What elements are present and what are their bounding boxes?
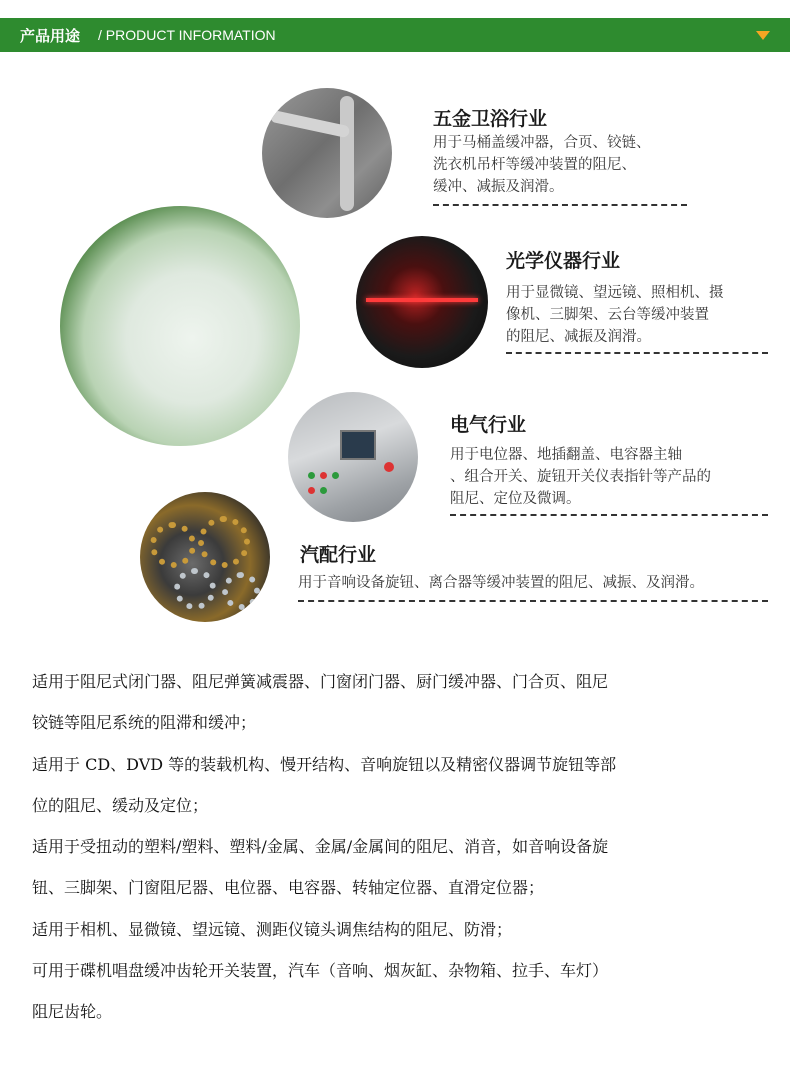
industry-title-auto: 汽配行业 xyxy=(300,544,377,566)
application-line: 可用于碟机唱盘缓冲齿轮开关装置，汽车（音响、烟灰缸、杂物箱、拉手、车灯） xyxy=(32,961,609,981)
desc-line: 阻尼、定位及微调。 xyxy=(450,491,581,507)
desc-line: 用于电位器、地插翻盖、电容器主轴 xyxy=(450,447,682,463)
panel-screen-shape xyxy=(340,430,376,460)
application-line: 铰链等阻尼系统的阻滞和缓冲； xyxy=(32,713,257,733)
panel-button-shape xyxy=(308,472,315,479)
desc-line: 用于马桶盖缓冲器，合页、铰链、 xyxy=(433,135,651,151)
panel-button-shape xyxy=(320,472,327,479)
faucet-photo xyxy=(262,88,392,218)
panel-button-shape xyxy=(384,462,394,472)
gear-shape xyxy=(198,516,250,568)
divider-dashed xyxy=(506,352,768,354)
desc-line: 的阻尼、减振及润滑。 xyxy=(506,329,651,345)
panel-button-shape xyxy=(308,487,315,494)
gear-shape xyxy=(174,568,216,610)
electrical-panel-photo xyxy=(288,392,418,522)
faucet-spout-shape xyxy=(270,110,351,138)
application-line: 适用于阻尼式闭门器、阻尼弹簧减震器、门窗闭门器、厨门缓冲器、门合页、阻尼 xyxy=(32,672,609,691)
silicone-grease-photo xyxy=(60,206,300,446)
industry-title-electrical: 电气行业 xyxy=(450,414,527,436)
section-header xyxy=(0,18,790,52)
application-line: 阻尼齿轮。 xyxy=(32,1002,113,1022)
gear-shape xyxy=(222,572,260,610)
industry-desc-electrical xyxy=(450,444,711,510)
gear-shape xyxy=(150,522,196,568)
industry-title-optics: 光学仪器行业 xyxy=(506,250,621,272)
application-line: 位的阻尼、缓动及定位； xyxy=(32,795,209,815)
panel-button-shape xyxy=(332,472,339,479)
desc-line: 用于显微镜、望远镜、照相机、摄 xyxy=(506,285,724,301)
industry-desc-hardware xyxy=(433,132,651,198)
desc-line: 像机、三脚架、云台等缓冲装置 xyxy=(506,307,709,323)
industry-desc-auto xyxy=(298,572,704,594)
auto-parts-photo xyxy=(140,492,270,622)
desc-line: 、组合开关、旋钮开关仪表指针等产品的 xyxy=(450,469,711,485)
desc-line: 用于音响设备旋钮、离合器等缓冲装置的阻尼、减振、及润滑。 xyxy=(298,575,704,591)
application-list xyxy=(32,668,732,1040)
desc-line: 洗衣机吊杆等缓冲装置的阻尼、 xyxy=(433,157,636,173)
panel-button-shape xyxy=(320,487,327,494)
divider-dashed xyxy=(450,514,768,516)
application-line: 适用于受扭动的塑料/塑料、塑料/金属、金属/金属间的阻尼、消音，如音响设备旋 xyxy=(32,837,609,857)
application-line: 适用于相机、显微镜、望远镜、测距仪镜头调焦结构的阻尼、防滑； xyxy=(32,919,513,939)
desc-line: 缓冲、减振及润滑。 xyxy=(433,179,564,195)
application-line: 钮、三脚架、门窗阻尼器、电位器、电容器、转轴定位器、直滑定位器； xyxy=(32,878,545,898)
faucet-neck-shape xyxy=(340,96,354,211)
industry-title-hardware: 五金卫浴行业 xyxy=(433,108,548,130)
optical-instrument-photo xyxy=(356,236,488,368)
section-title: 产品用途 xyxy=(20,27,81,45)
industry-desc-optics xyxy=(506,282,724,348)
divider-dashed xyxy=(298,600,768,602)
section-subtitle: / PRODUCT INFORMATION xyxy=(98,27,276,43)
laser-beam-shape xyxy=(366,298,478,302)
application-line: 适用于 CD、DVD 等的装载机构、慢开结构、音响旋钮以及精密仪器调节旋钮等部 xyxy=(32,754,617,774)
triangle-down-icon xyxy=(756,31,770,40)
divider-dashed xyxy=(433,204,687,206)
